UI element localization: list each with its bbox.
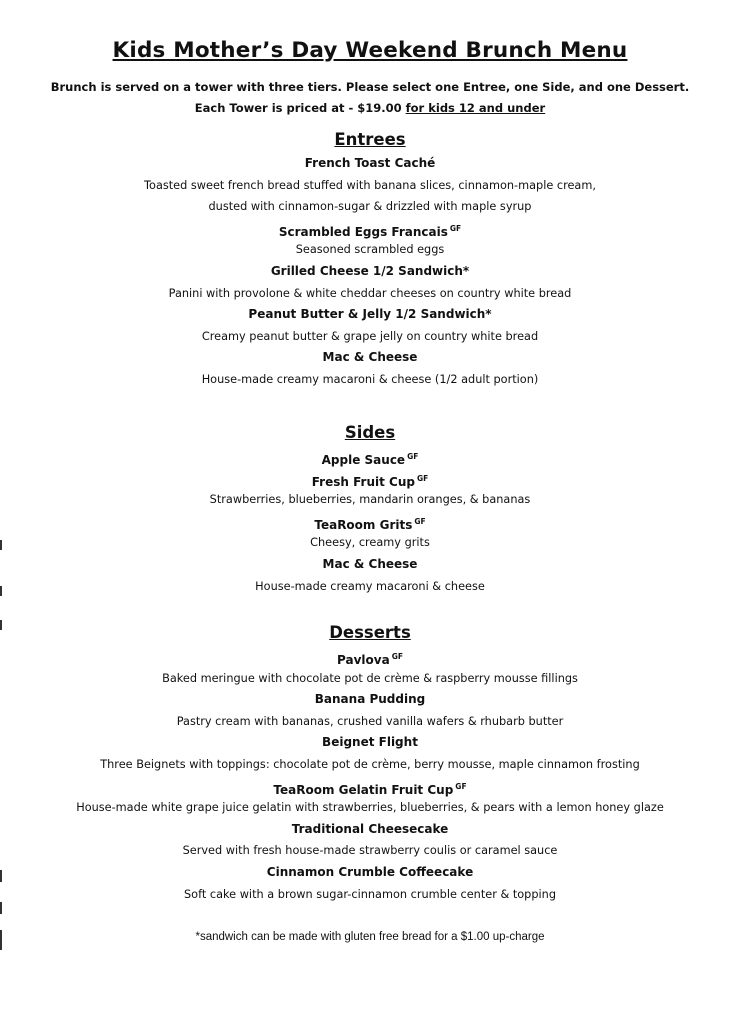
gluten-free-badge: GF: [455, 781, 467, 791]
menu-item: [0, 446, 740, 468]
menu-item-description: Seasoned scrambled eggs: [295, 243, 445, 257]
menu-item-name-text: Pavlova: [337, 653, 390, 667]
scan-edge-mark: [0, 620, 2, 630]
menu-item-name: [0, 304, 740, 326]
menu-item-name: [0, 153, 740, 175]
menu-item: [0, 304, 740, 347]
section-heading: Entrees: [334, 130, 406, 149]
gluten-free-badge: GF: [449, 223, 462, 233]
menu-item-name-text: TeaRoom Gelatin Fruit Cup: [273, 782, 454, 797]
menu-item-name-text: Beignet Flight: [322, 735, 418, 750]
menu-item: [0, 347, 740, 390]
menu-item-name-text: Banana Pudding: [314, 692, 426, 707]
scan-edge-mark: [0, 870, 2, 882]
menu-item-description: Toasted sweet french bread stuffed with banana slices, cinnamon-maple cream,: [144, 178, 596, 192]
gluten-free-badge: GF: [416, 473, 429, 483]
section-heading: Desserts: [329, 623, 411, 642]
menu-item: [0, 646, 740, 689]
menu-item-description: Strawberries, blueberries, mandarin oranges, & bananas: [209, 493, 531, 507]
scan-edge-mark: [0, 902, 2, 914]
menu-item-description: House-made white grape juice gelatin with strawberries, blueberries, & pears with a lemon honey glaze: [76, 801, 664, 815]
menu-item-name: [0, 862, 740, 884]
menu-item-name-text: Scrambled Eggs Francais: [278, 224, 448, 239]
menu-item: [0, 862, 740, 905]
footnote: *sandwich can be made with gluten free bread for a $1.00 up-charge: [195, 931, 545, 943]
intro-line-1: Brunch is served on a tower with three tiers. Please select one Entree, one Side, and one Dessert.: [50, 80, 690, 94]
menu-item-name: [0, 819, 740, 841]
price-text: Each Tower is priced at - $19.00: [194, 101, 406, 115]
menu-item: [0, 819, 740, 862]
intro-line-2: [0, 101, 740, 115]
menu-item-description: House-made creamy macaroni & cheese (1/2 adult portion): [201, 372, 539, 386]
sides-section: [0, 420, 740, 597]
menu-item: [0, 554, 740, 597]
menu-item-name: [0, 347, 740, 369]
menu-item-name: [0, 446, 740, 468]
menu-item: [0, 732, 740, 775]
menu-item-name-text: Fresh Fruit Cup: [311, 474, 415, 489]
gluten-free-badge: GF: [407, 452, 419, 461]
menu-item-name-text: TeaRoom Grits: [314, 517, 413, 532]
menu-item-name: [0, 776, 740, 798]
menu-item: [0, 776, 740, 819]
menu-item: [0, 218, 740, 261]
menu-item: [0, 261, 740, 304]
age-limit-text: for kids 12 and under: [405, 101, 546, 115]
menu-item-description: Panini with provolone & white cheddar cheeses on country white bread: [168, 286, 572, 300]
menu-item-name-text: Cinnamon Crumble Coffeecake: [266, 864, 474, 879]
menu-item-name: [0, 646, 740, 668]
menu-item-description: Pastry cream with bananas, crushed vanilla wafers & rhubarb butter: [176, 714, 564, 728]
menu-item-name-text: French Toast Caché: [304, 156, 436, 170]
desserts-section: [0, 620, 740, 905]
menu-item-name: [0, 218, 740, 240]
menu-item-name-text: Mac & Cheese: [322, 556, 418, 571]
menu-item-name: [0, 511, 740, 533]
menu-item-description: Soft cake with a brown sugar-cinnamon crumble center & topping: [184, 887, 556, 901]
menu-item-description: Creamy peanut butter & grape jelly on country white bread: [201, 329, 539, 343]
menu-item-description: Three Beignets with toppings: chocolate pot de crème, berry mousse, maple cinnamon frosting: [100, 757, 640, 771]
entrees-section: [0, 127, 740, 391]
scan-edge-mark: [0, 586, 2, 596]
menu-item-name-text: Traditional Cheesecake: [291, 821, 449, 836]
section-heading: Sides: [344, 423, 396, 442]
menu-item-name-text: Peanut Butter & Jelly 1/2 Sandwich*: [248, 307, 492, 322]
menu-item-description: House-made creamy macaroni & cheese: [255, 579, 485, 593]
scan-edge-mark: [0, 930, 2, 950]
menu-item-description: Baked meringue with chocolate pot de crème & raspberry mousse fillings: [162, 671, 578, 685]
menu-item-name-text: Mac & Cheese: [322, 350, 418, 365]
menu-item: [0, 468, 740, 511]
scan-edge-mark: [0, 540, 2, 550]
menu-item: [0, 153, 740, 218]
menu-item-name-text: Grilled Cheese 1/2 Sandwich*: [270, 263, 470, 278]
menu-title: Kids Mother’s Day Weekend Brunch Menu: [112, 38, 628, 63]
gluten-free-badge: GF: [391, 652, 403, 661]
menu-item-description: dusted with cinnamon-sugar & drizzled with maple syrup: [208, 200, 532, 214]
menu-item-name: [0, 261, 740, 283]
menu-item: [0, 689, 740, 732]
menu-item: [0, 511, 740, 554]
gluten-free-badge: GF: [414, 516, 426, 526]
menu-item-name: [0, 689, 740, 711]
menu-item-description: Cheesy, creamy grits: [310, 536, 430, 550]
menu-item-name: [0, 468, 740, 490]
menu-item-name-text: Apple Sauce: [321, 453, 406, 467]
menu-item-description: Served with fresh house-made strawberry coulis or caramel sauce: [182, 844, 558, 858]
menu-item-name: [0, 732, 740, 754]
menu-item-name: [0, 554, 740, 576]
